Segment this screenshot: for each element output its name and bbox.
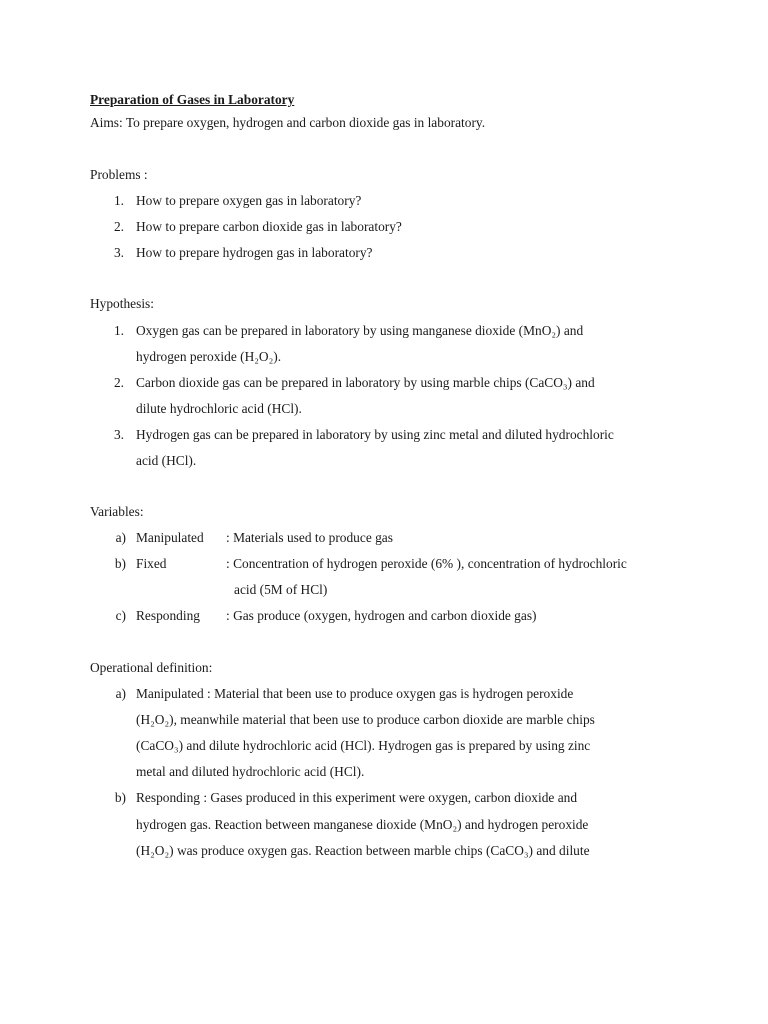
operational-marker: a) bbox=[115, 686, 126, 701]
hypothesis-marker: 3. bbox=[113, 427, 124, 442]
hypothesis-line: dilute hydrochloric acid (HCl). bbox=[136, 401, 302, 416]
operational-line: (H₂O₂) was produce oxygen gas. Reaction between marble chips (CaCO₃) and dilute bbox=[136, 843, 590, 858]
variable-label: Responding bbox=[136, 608, 200, 623]
hypothesis-line: hydrogen peroxide (H₂O₂). bbox=[136, 349, 282, 364]
problem-marker: 2. bbox=[113, 219, 124, 234]
variable-marker: b) bbox=[114, 556, 126, 571]
problem-item: How to prepare carbon dioxide gas in laboratory? bbox=[136, 219, 402, 234]
operational-line: (H₂O₂), meanwhile material that been use to produce carbon dioxide are marble chips bbox=[136, 712, 595, 727]
hypothesis-line: Oxygen gas can be prepared in laboratory by using manganese dioxide (MnO₂) and bbox=[136, 323, 584, 338]
problem-item: How to prepare oxygen gas in laboratory? bbox=[136, 193, 362, 208]
operational-marker: b) bbox=[114, 790, 126, 805]
operational-line: hydrogen gas. Reaction between manganese dioxide (MnO₂) and hydrogen peroxide bbox=[136, 817, 589, 832]
hypothesis-heading: Hypothesis: bbox=[90, 296, 154, 311]
document-title: Preparation of Gases in Laboratory bbox=[90, 92, 295, 107]
variables-heading: Variables: bbox=[90, 504, 144, 519]
variable-value: acid (5M of HCl) bbox=[234, 582, 328, 597]
variable-marker: c) bbox=[115, 608, 126, 623]
operational-heading: Operational definition: bbox=[90, 660, 213, 675]
hypothesis-line: Carbon dioxide gas can be prepared in laboratory by using marble chips (CaCO₃) and bbox=[136, 375, 595, 390]
hypothesis-line: Hydrogen gas can be prepared in laboratory by using zinc metal and diluted hydrochloric bbox=[136, 427, 614, 442]
problems-heading: Problems : bbox=[90, 167, 148, 182]
variable-value: : Concentration of hydrogen peroxide (6% ), concentration of hydrochloric bbox=[226, 556, 627, 571]
variable-value: : Gas produce (oxygen, hydrogen and carbon dioxide gas) bbox=[226, 608, 537, 623]
variable-value: : Materials used to produce gas bbox=[226, 530, 393, 545]
hypothesis-marker: 1. bbox=[113, 323, 124, 338]
operational-line: Responding : Gases produced in this experiment were oxygen, carbon dioxide and bbox=[136, 790, 578, 805]
variable-marker: a) bbox=[115, 530, 126, 545]
problem-item: How to prepare hydrogen gas in laboratory? bbox=[136, 245, 373, 260]
operational-line: Manipulated : Material that been use to produce oxygen gas is hydrogen peroxide bbox=[136, 686, 574, 701]
operational-line: metal and diluted hydrochloric acid (HCl). bbox=[136, 764, 365, 779]
variable-label: Manipulated bbox=[136, 530, 204, 545]
operational-line: (CaCO₃) and dilute hydrochloric acid (HCl). Hydrogen gas is prepared by using zinc bbox=[136, 738, 591, 753]
hypothesis-line: acid (HCl). bbox=[136, 453, 197, 468]
hypothesis-marker: 2. bbox=[113, 375, 124, 390]
problem-marker: 3. bbox=[113, 245, 124, 260]
variable-label: Fixed bbox=[136, 556, 167, 571]
aims-text: Aims: To prepare oxygen, hydrogen and carbon dioxide gas in laboratory. bbox=[90, 115, 486, 130]
problem-marker: 1. bbox=[113, 193, 124, 208]
